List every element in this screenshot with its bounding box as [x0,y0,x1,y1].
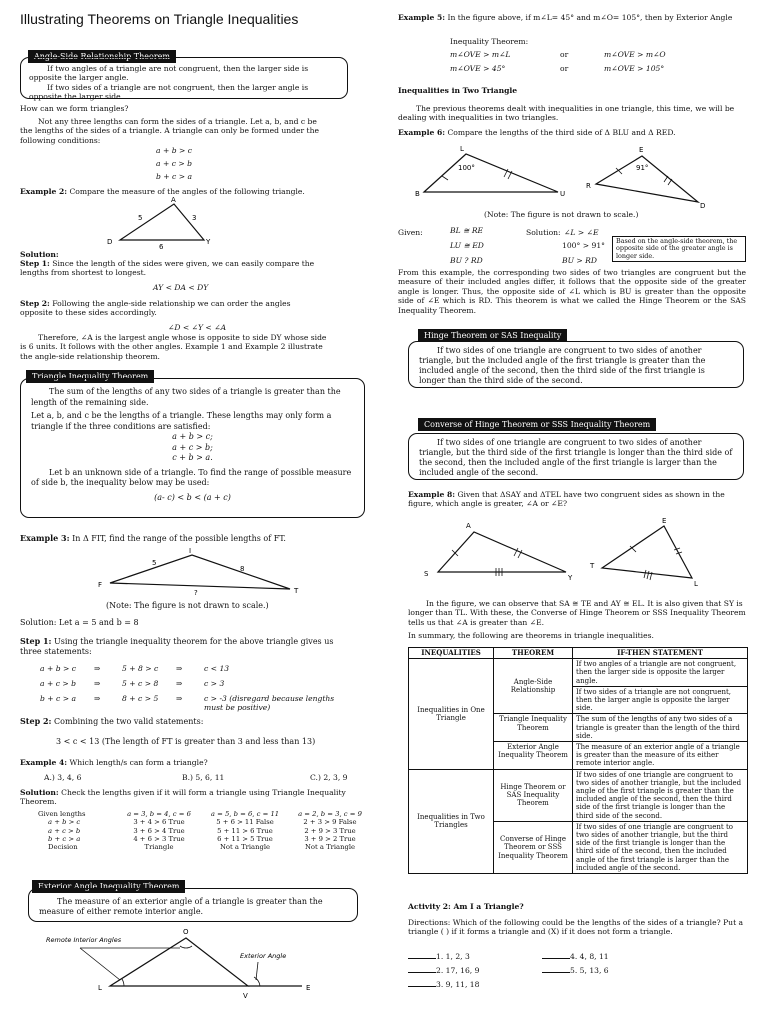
activity-item-3[interactable] [408,980,479,989]
ex5-r1a: m∠OVE > m∠L [450,50,511,59]
asr-p1: If two angles of a triangle are not congruent, then the larger side is opposite the larger angle. [29,64,309,83]
tri-tag: Triangle Inequality Theorem [26,370,154,383]
ex3-r1-e: c < 13 [204,664,230,673]
ex8-tick-tl-1 [644,570,646,578]
ex4-head: Example 4: [20,758,68,767]
summary-stmt-1a: If two angles of a triangle are not congruent, then the larger side is opposite the larger angle. [573,659,748,687]
ex5-r2b: or [560,64,569,73]
ex3-step1-text: Using the triangle inequality theorem for the above triangle gives us three statements: [20,637,334,656]
ex3-step2-head: Step 2: [20,716,52,726]
ex5-r2c: m∠OVE > 105° [604,64,665,73]
ex3-r3-e: c > -3 (disregard because lengths must be positive) [204,694,335,713]
ex8-label-s: S [424,570,429,578]
ex3-r1-d: ⇒ [176,664,183,673]
tri-c3: c + b > a. [172,453,213,462]
ext-figure [40,924,330,1002]
ext-pointer-3 [256,962,258,980]
hinge-tag: Hinge Theorem or SAS Inequality [418,329,567,342]
page-title: Illustrating Theorems on Triangle Inequalities [20,11,299,27]
ex2-side-6: 6 [159,243,164,251]
summary-group-two: Inequalities in Two Triangles [409,769,494,873]
activity-item-2[interactable] [408,966,479,975]
activity-item-4-text: 4. 4, 8, 11 [570,952,609,961]
tri-c2: a + c > b; [172,442,213,452]
ex6-line [398,128,676,137]
ex6-head: Example 6: [398,128,446,137]
ex3-result: 3 < c < 13 (The length of FT is greater than 3 and less than 13) [56,737,316,746]
ex3-r2-e: c > 3 [204,679,225,688]
ex6-label-b: B [415,190,420,198]
ex3-label-i: I [189,547,192,555]
ex6-angle-l: 100° [458,164,475,172]
ext-triangle [110,938,248,986]
ex3-label-f: F [98,581,103,589]
ex2-label-d: D [107,238,113,246]
ex8-label-e: E [662,517,667,525]
ex4-c2: 2 + 9 > 3 True [304,826,356,835]
ex6-text: Compare the lengths of the third side of Δ BLU and Δ RED. [447,128,676,137]
ex4-c1: 2 + 3 > 9 False [303,818,357,827]
activity-item-1-text: 1. 1, 2, 3 [436,952,470,961]
ex4-c3: 3 + 9 > 2 True [304,834,356,843]
summary-row-5 [409,769,748,821]
ex6-tick-ed-2 [668,179,672,185]
summary-theorem-2: Triangle Inequality Theorem [494,714,573,742]
ex3-step1 [20,636,355,657]
ex3-r2-a: a + c > b [40,679,77,688]
ex6-angle-e: 91° [636,164,649,172]
ex4-g1: a + b > c [48,818,81,827]
ex4-solution-text: Check the lengths given if it will form a triangle using Triangle Inequality Theorem. [20,788,346,807]
ex4-c0: a = 2, b = 3, c = 9 [298,810,362,818]
ex8-figure [408,514,748,588]
ex3-r3-a: b + c > a [40,694,77,703]
ex2-step1-text: Since the length of the sides were given, we can easily compare the lengths from shortest to longest. [20,259,315,278]
tri-box [20,378,365,518]
ex2-conclusion: Therefore, ∠A is the largest angle whose is opposite to side DY whose side is 6 units. It follows with the other angles. Example 1 and Example 2 illustrate the angle-side relationship theorem. [20,333,327,361]
ex4-a2: 3 + 6 > 4 True [133,826,185,835]
summary-stmt-5: If two sides of one triangle are congruent to two sides of another triangle, but the third side of the first triangle is longer than the third side of the second, then the included angle of the first triangle is larger than the included angle of the second. [573,821,748,873]
activity-item-2-text: 2. 17, 16, 9 [436,966,480,975]
ex6-g1: BL ≅ RE [450,226,484,235]
ex6-label-d: D [700,202,706,208]
conv-p: If two sides of one triangle are congruent to two sides of another triangle, but the third side of the first triangle is longer than the third side of the second, then the included angle of the first triangle is larger than the included angle of the second. [419,438,733,477]
ex6-paragraph: From this example, the corresponding two sides of two triangles are congruent but the measure of their included angles differ, it follows that the opposite side of the greater angle is longer. Thus, the opposite side of ∠L which is BU is greater than the opposite side of ∠E which is RD. This theorem is what we called the Hinge Theorem or the SAS Inequality Theorem. [398,268,746,315]
ex4-g4: Decision [48,843,78,852]
tri-formula: (a- c) < b < (a + c) [154,492,231,502]
activity-item-5[interactable] [542,966,609,975]
ext-tag: Exterior Angle Inequality Theorem [32,880,185,893]
ext-angle-o-arc [180,946,192,948]
activity-item-5-text: 5. 5, 13, 6 [570,966,609,975]
ex3-side-unknown: ? [194,589,198,597]
ex4-col-b [204,810,286,851]
ex3-step1-head: Step 1: [20,636,52,646]
form-text: Not any three lengths can form the sides of a triangle. Let a, b, and c be the lengths of the sides of a triangle. A triangle can only be formed under the following conditions: [20,117,319,145]
summary-stmt-4: If two sides of one triangle are congruent to two sides of another triangle, but the included angle of the first triangle is greater than the included angle of the second, then the third side of the first triangle is longer than the third side of the second. [573,769,748,821]
ex4-line [20,758,208,767]
ex4-col-c [290,810,370,851]
ex6-triangle-blu [424,154,558,192]
ex8-triangle-tel [602,526,692,578]
ex2-ineq2: ∠D < ∠Y < ∠A [168,323,227,332]
ex4-a1: 3 + 4 > 6 True [133,818,185,827]
ex5-r1b: or [560,50,569,59]
summary-theorem-1: Angle-Side Relationship [494,659,573,714]
ex8-summary: In summary, the following are theorems in triangle inequalities. [408,631,654,640]
ex6-label-r: R [586,182,591,190]
two-head: Inequalities in Two Triangle [398,86,518,95]
ex4-opt-a: A.) 3, 4, 6 [44,773,82,782]
ex3-side-8: 8 [240,565,245,573]
ex6-s2: 100° > 91° [562,241,605,250]
ex6-g3: BU ? RD [450,256,483,265]
conv-tag: Converse of Hinge Theorem or SSS Inequality Theorem [418,418,656,431]
ext-label-e: E [306,984,311,992]
ex3-r3-d: ⇒ [176,694,183,703]
form-question: How can we form triangles? [20,104,129,113]
hinge-box [408,341,744,388]
ex8-label-l: L [694,580,698,588]
ex2-step2-text: Following the angle-side relationship we can order the angles opposite to these sides accordingly. [20,299,291,318]
ex4-b4: Not a Triangle [219,843,271,852]
summary-header-row [409,648,748,659]
ex2-triangle [120,204,204,240]
ex6-note: (Note: The figure is not drawn to scale.) [484,210,639,219]
ex6-s3: BU > RD [562,256,597,265]
ex4-a4: Triangle [144,843,174,852]
ex2-side-3: 3 [192,214,197,222]
ex3-r1-c: 5 + 8 > c [122,664,159,673]
ex4-col-given [38,810,108,851]
ex4-given-label: Given lengths [38,810,86,818]
tri-p3: Let b an unknown side of a triangle. To find the range of possible measure of side b, the inequality below may be used: [31,467,352,487]
ext-label-o: O [183,928,189,936]
ex4-b2: 5 + 11 > 6 True [217,826,273,835]
ex4-opt-b: B.) 5, 6, 11 [182,773,225,782]
ex3-triangle-figure [90,545,320,600]
summary-table [408,647,748,874]
summary-row-1 [409,659,748,687]
ex8-text: Given that ΔSAY and ΔTEL have two congruent sides as shown in the figure, which angle is greater, ∠A or ∠E? [408,490,725,509]
ext-label-l: L [98,984,102,992]
ex6-s1: ∠L > ∠E [564,228,599,237]
summary-h2: THEOREM [494,648,573,659]
activity-item-3-text: 3. 9, 11, 18 [436,980,480,989]
asr-p2: If two sides of a triangle are not congruent, then the larger angle is opposite the larger side. [29,82,309,102]
ex4-g2: a + c > b [48,826,81,835]
hinge-p: If two sides of one triangle are congruent to two sides of another triangle, but the included angle of the first triangle is greater than the included angle of the second, then the third side of the first triangle is longer than the third side of the second. [419,346,706,385]
two-text: The previous theorems dealt with inequalities in one triangle, this time, we will be dealing with inequalities in two triangles. [398,104,735,123]
ex4-a0: a = 3, b = 4, c = 6 [127,810,191,818]
ex4-b0: a = 5, b = 6, c = 11 [210,810,280,818]
ex2-step2 [20,299,325,318]
ex4-solution [20,788,355,807]
ex8-paragraph: In the figure, we can observe that SA ≅ TE and AY ≅ EL. It is also given that SY is longer than TL. With these, the Converse of Hinge Theorem or SSS Inequality Theorem tells us that ∠A is greater than ∠E. [408,599,746,627]
ex6-figure [398,142,748,208]
ex3-r1-a: a + b > c [40,664,77,673]
ex6-solution-label: Solution: [526,228,561,237]
ex4-a3: 4 + 6 > 3 True [133,834,185,843]
ext-label-exterior: Exterior Angle [240,952,287,960]
ex3-line [20,534,286,543]
ex4-c4: Not a Triangle [304,843,356,852]
tri-c1: a + b > c; [172,432,213,441]
ext-box [28,888,358,922]
ex4-text: Which length/s can form a triangle? [69,758,208,767]
asr-box [20,57,348,102]
ex3-solution: Solution: Let a = 5 and b = 8 [20,618,139,627]
activity-directions: Directions: Which of the following could be the lengths of the sides of a triangle? Put a triangle ( ) if it forms a triangle and (X) if it does not form a triangle. [408,918,744,937]
ex3-triangle [110,555,290,589]
conv-box [408,433,744,480]
ex2-step1-head: Step 1: [20,259,50,268]
ext-label-remote: Remote Interior Angles [46,936,122,944]
form-c1: a + b > c [156,146,193,155]
ex6-label-u: U [560,190,566,198]
summary-stmt-3: The measure of an exterior angle of a triangle is greater than the measure of its either remote interior angle. [573,742,748,770]
ex5-text: In the figure above, if m∠L= 45° and m∠O= 105°, then by Exterior Angle [447,13,733,22]
ex3-r1-b: ⇒ [94,664,101,673]
ex5-line [398,13,748,22]
ex6-note-box: Based on the angle-side theorem, the opposite side of the greater angle is longer side. [612,236,746,262]
ex6-label-e: E [639,146,644,154]
ex3-r3-b: ⇒ [94,694,101,703]
ex3-r2-c: 5 + c > 8 [122,679,159,688]
summary-h1: INEQUALITIES [409,648,494,659]
ex3-label-t: T [294,587,299,595]
ex3-r2-b: ⇒ [94,679,101,688]
summary-group-one: Inequalities in One Triangle [409,659,494,769]
summary-stmt-1b: If two sides of a triangle are not congruent, then the larger angle is opposite the larger side. [573,686,748,714]
ex6-triangle-red [596,156,698,202]
ex6-tick-ed-1 [664,176,668,182]
ex2-head: Example 2: [20,187,68,196]
ex4-col-a [120,810,198,851]
ex3-row-2 [40,679,360,694]
ex3-r3-c: 8 + c > 5 [122,694,159,703]
tri-p1: The sum of the lengths of any two sides of a triangle is greater than the length of the remaining side. [31,387,341,407]
ex3-row-3 [40,694,360,716]
form-c3: b + c > a [156,172,193,181]
ext-label-v: V [243,992,248,1000]
ext-p: The measure of an exterior angle of a triangle is greater than the measure of either remote interior angle. [39,897,323,916]
ex8-label-y: Y [568,574,573,582]
ex3-head: Example 3: [20,533,70,543]
summary-theorem-4: Hinge Theorem or SAS Inequality Theorem [494,769,573,821]
ex8-line [408,490,748,509]
ex8-triangle-say [438,532,566,572]
ex6-given-label: Given: [398,228,423,237]
ex4-g3: b + c > a [48,834,81,843]
ex2-side-5: 5 [138,214,143,222]
ex5-r1c: m∠OVE > m∠O [604,50,666,59]
summary-theorem-3: Exterior Angle Inequality Theorem [494,742,573,770]
ex3-side-5: 5 [152,559,157,567]
ext-pointer-1 [80,948,120,980]
ext-angle-exterior-arc [254,977,260,986]
ex2-ineq1: AY < DA < DY [153,283,209,292]
ex5-r2a: m∠OVE > 45° [450,64,506,73]
ex8-label-a: A [466,522,471,530]
ex5-ineq-label: Inequality Theorem: [450,37,529,46]
ex3-step2-text: Combining the two valid statements: [54,717,204,726]
ex8-tick-tl-2 [647,571,649,579]
ex6-g2: LU ≅ ED [450,241,484,250]
activity-item-1[interactable] [408,952,470,961]
ex2-triangle-figure [100,194,230,254]
tri-p2: Let a, b, and c be the lengths of a triangle. These lengths may only form a triangle if the three conditions are satisfied: [31,411,332,431]
ex8-label-t: T [590,562,595,570]
form-c2: a + c > b [156,159,193,168]
ex3-step2 [20,717,203,726]
ex3-row-1 [40,664,360,679]
summary-theorem-5: Converse of Hinge Theorem or SSS Inequality Theorem [494,821,573,873]
ex3-text: In Δ FIT, find the range of the possible lengths of FT. [72,534,286,543]
ext-angle-l-arc [122,979,124,986]
ex3-r2-d: ⇒ [176,679,183,688]
ex2-label-a: A [171,196,176,204]
ex5-head: Example 5: [398,13,446,22]
asr-tag: Angle-Side Relationship Theorem [28,50,176,63]
ex4-b1: 5 + 6 > 11 False [216,818,274,827]
ex3-note: (Note: The figure is not drawn to scale.) [106,601,269,610]
ex6-label-l: L [460,145,464,153]
summary-stmt-2: The sum of the lengths of any two sides of a triangle is greater than the length of the third side. [573,714,748,742]
summary-h3: IF-THEN STATEMENT [573,648,748,659]
ex4-solution-head: Solution: [20,788,59,797]
ex6-tick-bl [442,176,448,180]
ex3-rows [40,664,360,716]
activity-item-4[interactable] [542,952,609,961]
ex2-solution-label: Solution: [20,250,59,259]
ex2-step2-head: Step 2: [20,299,50,308]
ex8-head: Example 8: [408,490,456,499]
ex2-text: Compare the measure of the angles of the following triangle. [69,187,305,196]
ex2-label-y: Y [206,238,211,246]
ex2-step1 [20,259,325,278]
ex4-opt-c: C.) 2, 3, 9 [310,773,348,782]
ex4-b3: 6 + 11 > 5 True [217,834,273,843]
activity-head: Activity 2: Am I a Triangle? [408,902,524,911]
